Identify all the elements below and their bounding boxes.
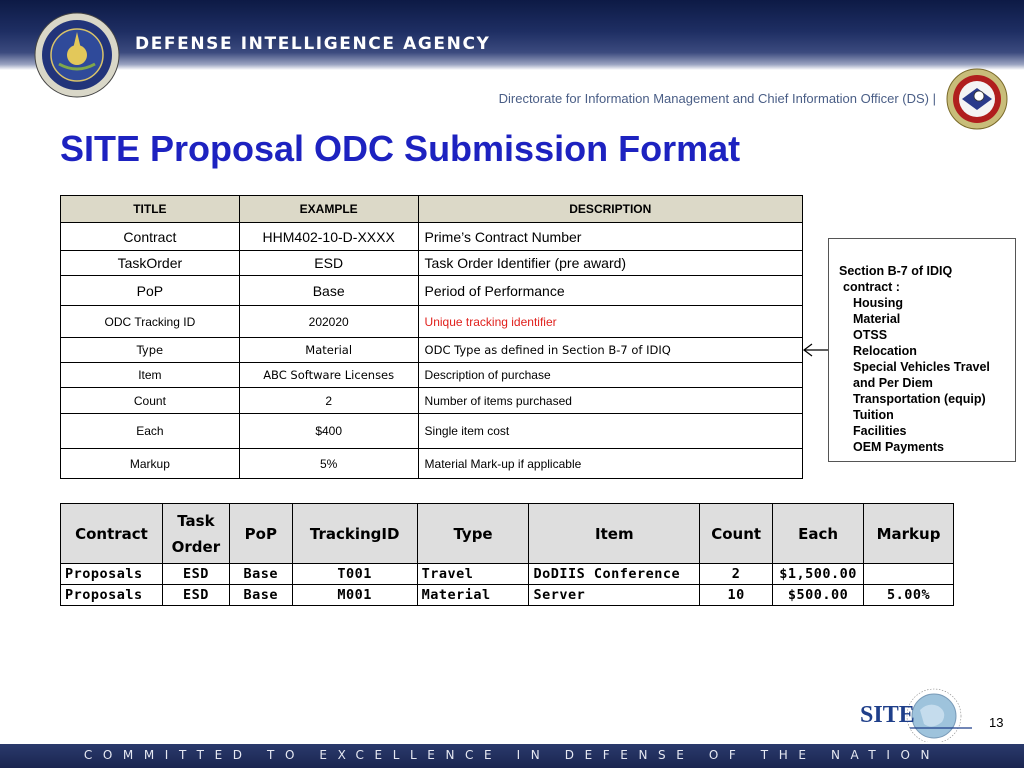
cell-tracking-id: M001 <box>292 585 417 606</box>
row-example: 5% <box>239 449 418 479</box>
row-description: Period of Performance <box>418 276 802 306</box>
cell-contract: Proposals <box>61 564 163 585</box>
row-title: ODC Tracking ID <box>61 306 240 338</box>
callout-item: Material <box>853 312 901 326</box>
cell-tracking-id: T001 <box>292 564 417 585</box>
row-description: ODC Type as defined in Section B-7 of IDIQ <box>418 338 802 363</box>
table-row <box>61 388 803 414</box>
dia-seal-icon <box>34 12 120 98</box>
table-row <box>61 585 954 606</box>
table-row <box>61 564 954 585</box>
cell-task-order: ESD <box>162 585 229 606</box>
row-description: Number of items purchased <box>418 388 802 414</box>
row-title: Item <box>61 363 240 388</box>
row-example: ESD <box>239 251 418 276</box>
callout-item: Housing <box>853 296 903 310</box>
header-title: TITLE <box>61 196 240 223</box>
callout-subheading: contract : <box>843 280 900 294</box>
row-example: ABC Software Licenses <box>239 363 418 388</box>
row-description: Single item cost <box>418 414 802 449</box>
page-number: 13 <box>989 715 1004 730</box>
odc-types-callout <box>828 238 1016 462</box>
table-row <box>61 363 803 388</box>
example-table-header <box>61 504 954 564</box>
cell-type: Material <box>417 585 529 606</box>
top-banner <box>0 0 1024 70</box>
ex-header-tracking-id: TrackingID <box>292 504 417 564</box>
agency-name: DEFENSE INTELLIGENCE AGENCY <box>135 34 491 54</box>
callout-item: Facilities <box>853 424 907 438</box>
slide-title: SITE Proposal ODC Submission Format <box>60 128 741 169</box>
table-row <box>61 449 803 479</box>
cell-item: Server <box>529 585 700 606</box>
row-example: 202020 <box>239 306 418 338</box>
ex-header-pop: PoP <box>229 504 292 564</box>
row-description: Task Order Identifier (pre award) <box>418 251 802 276</box>
header-description: DESCRIPTION <box>418 196 802 223</box>
row-title: TaskOrder <box>61 251 240 276</box>
cell-markup: 5.00% <box>864 585 954 606</box>
cell-contract: Proposals <box>61 585 163 606</box>
row-title: Each <box>61 414 240 449</box>
callout-item: and Per Diem <box>853 376 933 390</box>
table-row <box>61 338 803 363</box>
callout-item: Transportation (equip) <box>853 392 986 406</box>
cell-count: 2 <box>700 564 773 585</box>
row-example: Base <box>239 276 418 306</box>
format-table <box>60 195 803 479</box>
table-row <box>61 223 803 251</box>
cell-count: 10 <box>700 585 773 606</box>
ex-header-item: Item <box>529 504 700 564</box>
cell-markup <box>864 564 954 585</box>
callout-item: OTSS <box>853 328 888 342</box>
callout-heading: Section B-7 of IDIQ <box>839 264 953 278</box>
site-logo <box>858 686 974 742</box>
header-example: EXAMPLE <box>239 196 418 223</box>
row-title: PoP <box>61 276 240 306</box>
ex-header-count: Count <box>700 504 773 564</box>
row-title: Type <box>61 338 240 363</box>
cell-pop: Base <box>229 585 292 606</box>
cell-pop: Base <box>229 564 292 585</box>
callout-item: Tuition <box>853 408 894 422</box>
ex-header-each: Each <box>773 504 864 564</box>
directorate-line: Directorate for Information Management and Chief Information Officer (DS) | <box>498 91 936 106</box>
bottom-bar <box>0 744 1024 768</box>
row-example: $400 <box>239 414 418 449</box>
table-row <box>61 251 803 276</box>
row-title: Markup <box>61 449 240 479</box>
ex-header-task-order: Task Order <box>162 504 229 564</box>
row-description: Unique tracking identifier <box>418 306 802 338</box>
ex-header-contract: Contract <box>61 504 163 564</box>
ex-header-type: Type <box>417 504 529 564</box>
cell-type: Travel <box>417 564 529 585</box>
row-description: Material Mark-up if applicable <box>418 449 802 479</box>
row-example: 2 <box>239 388 418 414</box>
example-table <box>60 503 954 606</box>
row-title: Contract <box>61 223 240 251</box>
row-description: Description of purchase <box>418 363 802 388</box>
row-title: Count <box>61 388 240 414</box>
callout-item: Relocation <box>853 344 917 358</box>
format-table-header <box>61 196 803 223</box>
ex-header-markup: Markup <box>864 504 954 564</box>
table-row <box>61 414 803 449</box>
cell-each: $500.00 <box>773 585 864 606</box>
cell-item: DoDIIS Conference <box>529 564 700 585</box>
site-logo-text: SITE <box>860 702 915 728</box>
callout-item: OEM Payments <box>853 440 945 454</box>
row-example: Material <box>239 338 418 363</box>
table-row <box>61 276 803 306</box>
cell-task-order: ESD <box>162 564 229 585</box>
table-row <box>61 306 803 338</box>
eagle-seal-icon <box>946 68 1008 130</box>
motto-text: COMMITTED TO EXCELLENCE IN DEFENSE OF THE NATION <box>83 748 941 762</box>
row-description: Prime’s Contract Number <box>418 223 802 251</box>
row-example: HHM402-10-D-XXXX <box>239 223 418 251</box>
cell-each: $1,500.00 <box>773 564 864 585</box>
callout-item: Special Vehicles Travel <box>853 360 990 374</box>
